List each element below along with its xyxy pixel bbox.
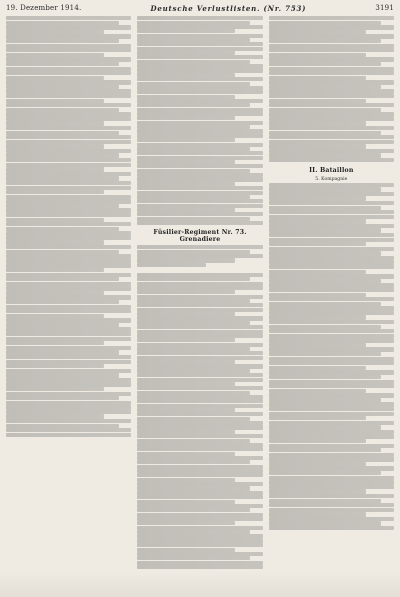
text-line [269, 352, 382, 356]
text-line [137, 212, 262, 216]
text-line [6, 433, 131, 437]
text-line [6, 405, 131, 409]
text-line [269, 62, 382, 66]
text-line [269, 94, 394, 98]
text-line [6, 277, 119, 281]
text-line [269, 242, 367, 246]
spacer [137, 267, 262, 273]
text-line [6, 364, 104, 368]
text-line [269, 480, 394, 484]
text-line [269, 25, 394, 29]
text-line [269, 144, 367, 148]
text-line [6, 309, 131, 313]
text-line [137, 277, 250, 281]
text-line [6, 199, 131, 203]
text-line [137, 82, 250, 86]
text-line [137, 151, 262, 155]
text-line [137, 258, 235, 262]
text-line [269, 416, 367, 420]
page-header [6, 3, 394, 13]
text-line [137, 447, 262, 451]
text-line [269, 375, 382, 379]
text-line [6, 103, 131, 107]
text-line [269, 457, 394, 461]
text-line [6, 355, 131, 359]
text-line [6, 222, 131, 226]
column-1 [6, 16, 131, 569]
text-line [269, 103, 394, 107]
text-line [269, 297, 394, 301]
text-line [6, 71, 131, 75]
text-line [269, 274, 394, 278]
text-line [137, 245, 262, 249]
text-line [137, 543, 262, 547]
text-line [137, 565, 262, 569]
header-date: 19. Dezember 1914. [6, 4, 82, 12]
text-line [6, 80, 131, 84]
text-line [269, 265, 394, 269]
text-line [269, 48, 394, 52]
text-line [6, 341, 104, 345]
text-line [269, 393, 394, 397]
text-line [137, 338, 235, 342]
text-line [137, 378, 262, 382]
text-line [6, 16, 131, 20]
text-line [269, 320, 394, 324]
text-line [137, 303, 262, 307]
text-line [269, 407, 394, 411]
text-line [137, 425, 262, 429]
text-line [6, 419, 131, 423]
text-line [269, 512, 367, 516]
text-line [137, 325, 262, 329]
text-line [269, 425, 382, 429]
text-line [269, 361, 394, 365]
text-line [6, 268, 104, 272]
text-line [269, 448, 382, 452]
text-line [6, 94, 131, 98]
text-line [269, 126, 394, 130]
text-line [137, 116, 235, 120]
text-line [6, 190, 104, 194]
text-line [137, 191, 262, 195]
text-line [6, 245, 131, 249]
text-line [6, 213, 131, 217]
text-line [6, 126, 131, 130]
text-line [269, 158, 394, 162]
text-line [6, 254, 131, 258]
text-line [269, 329, 394, 333]
text-line [6, 144, 104, 148]
text-line [6, 48, 131, 52]
text-line [137, 138, 235, 142]
text-line [137, 221, 262, 225]
text-line [137, 21, 250, 25]
text-line [6, 300, 119, 304]
text-line [137, 508, 250, 512]
column-2 [137, 16, 262, 569]
text-line [269, 526, 394, 530]
text-line [269, 384, 394, 388]
text-line [6, 428, 131, 432]
text-line [269, 80, 394, 84]
text-line [269, 210, 394, 214]
text-line [6, 25, 131, 29]
text-line [269, 471, 382, 475]
text-line [137, 29, 235, 33]
text-line [137, 534, 262, 538]
text-line [137, 434, 262, 438]
text-line [6, 62, 119, 66]
text-line [137, 90, 262, 94]
text-line [6, 158, 131, 162]
text-line [137, 521, 235, 525]
text-line [6, 135, 131, 139]
text-line [137, 386, 262, 390]
text-line [269, 16, 394, 20]
paper-shadow [0, 571, 400, 597]
text-line [137, 290, 235, 294]
text-line [6, 373, 119, 377]
text-line [137, 129, 262, 133]
text-line [6, 57, 131, 61]
text-line [137, 16, 262, 20]
text-line [269, 135, 394, 139]
text-line [6, 350, 119, 354]
text-line [137, 473, 262, 477]
text-line [269, 201, 394, 205]
header-title-main: Deutsche Verlustlisten. [150, 3, 261, 13]
text-line [137, 42, 262, 46]
text-line [269, 306, 394, 310]
text-line [137, 351, 262, 355]
text-line [137, 55, 262, 59]
text-line [6, 231, 131, 235]
text-line [269, 338, 394, 342]
text-line [137, 412, 262, 416]
text-line [137, 263, 206, 267]
text-line [137, 164, 262, 168]
text-line [6, 387, 104, 391]
text-line [6, 39, 119, 43]
text-line [269, 439, 367, 443]
text-line [137, 548, 235, 552]
text-line [269, 57, 394, 61]
text-line [269, 187, 382, 191]
header-title-number: (Nr. 753) [263, 3, 307, 13]
header-page-number: 3191 [375, 4, 394, 12]
header-title [151, 4, 307, 13]
text-line [269, 233, 394, 237]
text-line [137, 103, 250, 107]
text-line [269, 71, 394, 75]
section-subheading: 5. Kompagnie [315, 176, 348, 182]
text-line [137, 199, 262, 203]
text-line [137, 495, 262, 499]
text-columns [6, 16, 394, 569]
section-heading: Füsilier-Regiment Nr. 73. Grenadiere [153, 229, 247, 244]
text-line [269, 112, 394, 116]
text-line [6, 181, 131, 185]
text-line [137, 77, 262, 81]
text-line [137, 316, 262, 320]
text-line [269, 288, 394, 292]
text-line [137, 68, 262, 72]
text-line [269, 219, 367, 223]
text-line [137, 460, 250, 464]
text-line [269, 370, 394, 374]
text-line [6, 112, 131, 116]
text-line [137, 373, 262, 377]
text-line [137, 186, 262, 190]
column-3 [269, 16, 394, 569]
text-line [6, 286, 131, 290]
text-line [6, 167, 104, 171]
text-line [137, 439, 250, 443]
text-line [6, 332, 131, 336]
text-line [269, 503, 394, 507]
text-line [269, 251, 382, 255]
text-line [137, 556, 250, 560]
text-line [6, 396, 119, 400]
text-line [137, 364, 262, 368]
text-line [269, 39, 382, 43]
text-line [137, 399, 262, 403]
text-line [137, 177, 262, 181]
text-line [269, 494, 394, 498]
text-line [137, 486, 250, 490]
text-line [6, 318, 131, 322]
section-heading: II. Bataillon [309, 166, 354, 174]
